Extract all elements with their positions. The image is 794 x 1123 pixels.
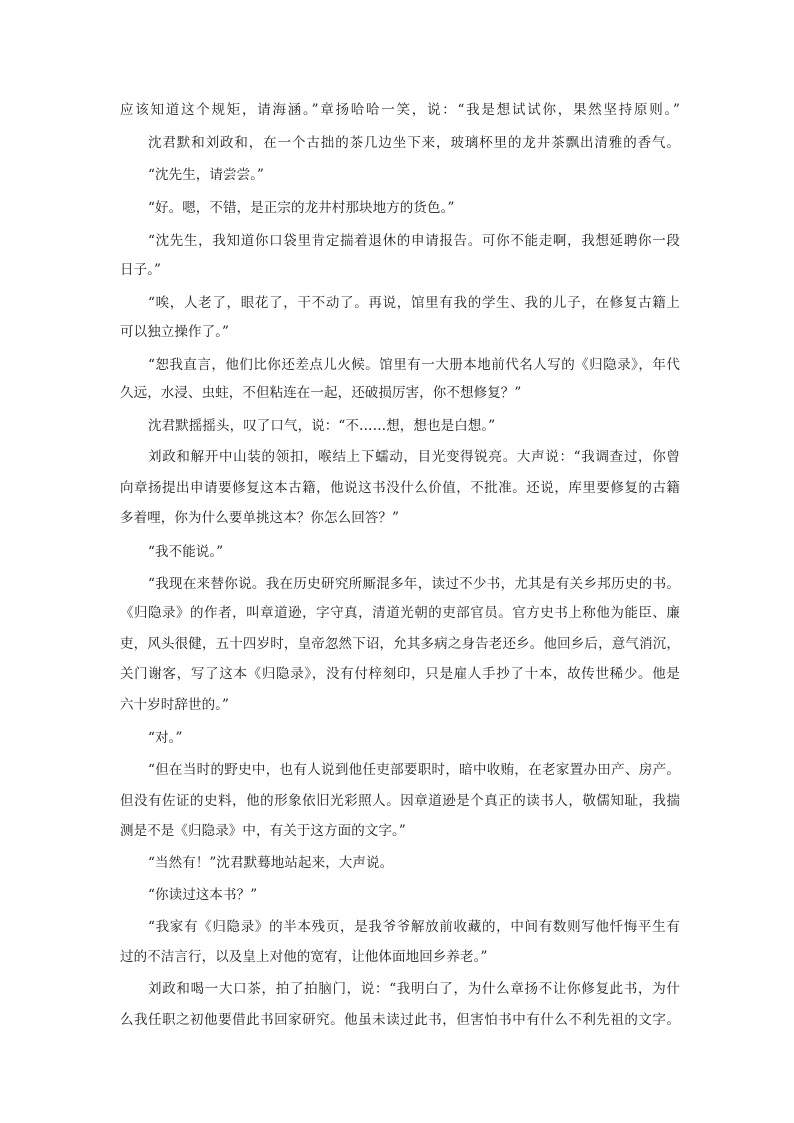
text-line-17: 《归隐录》的作者，叫章道逊，字守真，清道光朝的吏部官员。官方史书上称他为能臣、廉 bbox=[120, 605, 680, 621]
text-line-1: 应该知道这个规矩，请海涵。”章扬哈哈一笑，说：“我是想试试你，果然坚持原则。” bbox=[120, 102, 680, 118]
text-line-30: 么我任职之初他要借此书回家研究。他虽未读过此书，但害怕书中有什么不利先祖的文字。 bbox=[120, 1012, 680, 1028]
text-line-6: 日子。” bbox=[120, 262, 162, 278]
text-line-23: 但没有佐证的史料，他的形象依旧光彩照人。因章道逊是个真正的读书人，敬儒知耻，我揣 bbox=[120, 793, 680, 809]
text-line-20: 六十岁时辞世的。” bbox=[120, 697, 230, 713]
text-line-19: 关门谢客，写了这本《归隐录》，没有付梓刻印，只是雇人手抄了十本，故传世稀少。他是 bbox=[120, 666, 680, 682]
text-line-28: 过的不洁言行，以及皇上对他的宽宥，让他体面地回乡养老。” bbox=[120, 949, 488, 965]
text-line-5: “沈先生，我知道你口袋里肯定揣着退休的申请报告。可你不能走啊，我想延聘你一段 bbox=[148, 233, 680, 249]
text-line-24: 测是不是《归隐录》中，有关于这方面的文字。” bbox=[120, 823, 406, 839]
text-line-25: “当然有！”沈君默蓦地站起来，大声说。 bbox=[148, 855, 394, 871]
text-line-13: 向章扬提出申请要修复这本古籍，他说这书没什么价值，不批准。还说，库里要修复的古籍 bbox=[120, 480, 680, 496]
text-line-8: 可以独立操作了。” bbox=[120, 324, 230, 340]
text-line-16: “我现在来替你说。我在历史研究所厮混多年，读过不少书，尤其是有关乡邦历史的书。 bbox=[148, 576, 680, 592]
text-line-10: 久远，水浸、虫蛀，不但粘连在一起，还破损厉害，你不想修复？” bbox=[120, 385, 522, 401]
text-line-3: “沈先生，请尝尝。” bbox=[148, 167, 265, 183]
text-line-26: “你读过这本书？” bbox=[148, 887, 258, 903]
text-line-29: 刘政和喝一大口茶，拍了拍脑门，说：“我明白了，为什么章扬不让你修复此书，为什 bbox=[148, 981, 680, 997]
text-line-12: 刘政和解开中山装的领扣，喉结上下蠕动，目光变得锐亮。大声说：“我调查过，你曾 bbox=[148, 449, 680, 465]
text-line-21: “对。” bbox=[148, 730, 183, 746]
text-line-2: 沈君默和刘政和，在一个古拙的茶几边坐下来，玻璃杯里的龙井茶飘出清雅的香气。 bbox=[148, 135, 680, 151]
text-line-27: “我家有《归隐录》的半本残页，是我爷爷解放前收藏的，中间有数则写他忏悔平生有 bbox=[148, 919, 680, 935]
text-line-4: “好。嗯，不错，是正宗的龙井村那块地方的货色。” bbox=[148, 200, 455, 216]
text-line-11: 沈君默摇摇头，叹了口气，说：“不……想，想也是白想。” bbox=[148, 418, 496, 434]
text-line-22: “但在当时的野史中，也有人说到他任吏部要职时，暗中收贿，在老家置办田产、房产。 bbox=[148, 762, 680, 778]
text-line-14: 多着哩，你为什么要单挑这本？你怎么回答？” bbox=[120, 510, 400, 526]
text-line-15: “我不能说。” bbox=[148, 544, 224, 560]
text-line-18: 吏，风头很健，五十四岁时，皇帝忽然下诏，允其多病之身告老还乡。他回乡后，意气消沉， bbox=[120, 636, 680, 652]
text-line-9: “恕我直言，他们比你还差点儿火候。馆里有一大册本地前代名人写的《归隐录》，年代 bbox=[148, 357, 680, 373]
text-line-7: “唉，人老了，眼花了，干不动了。再说，馆里有我的学生、我的儿子，在修复古籍上 bbox=[148, 295, 680, 311]
